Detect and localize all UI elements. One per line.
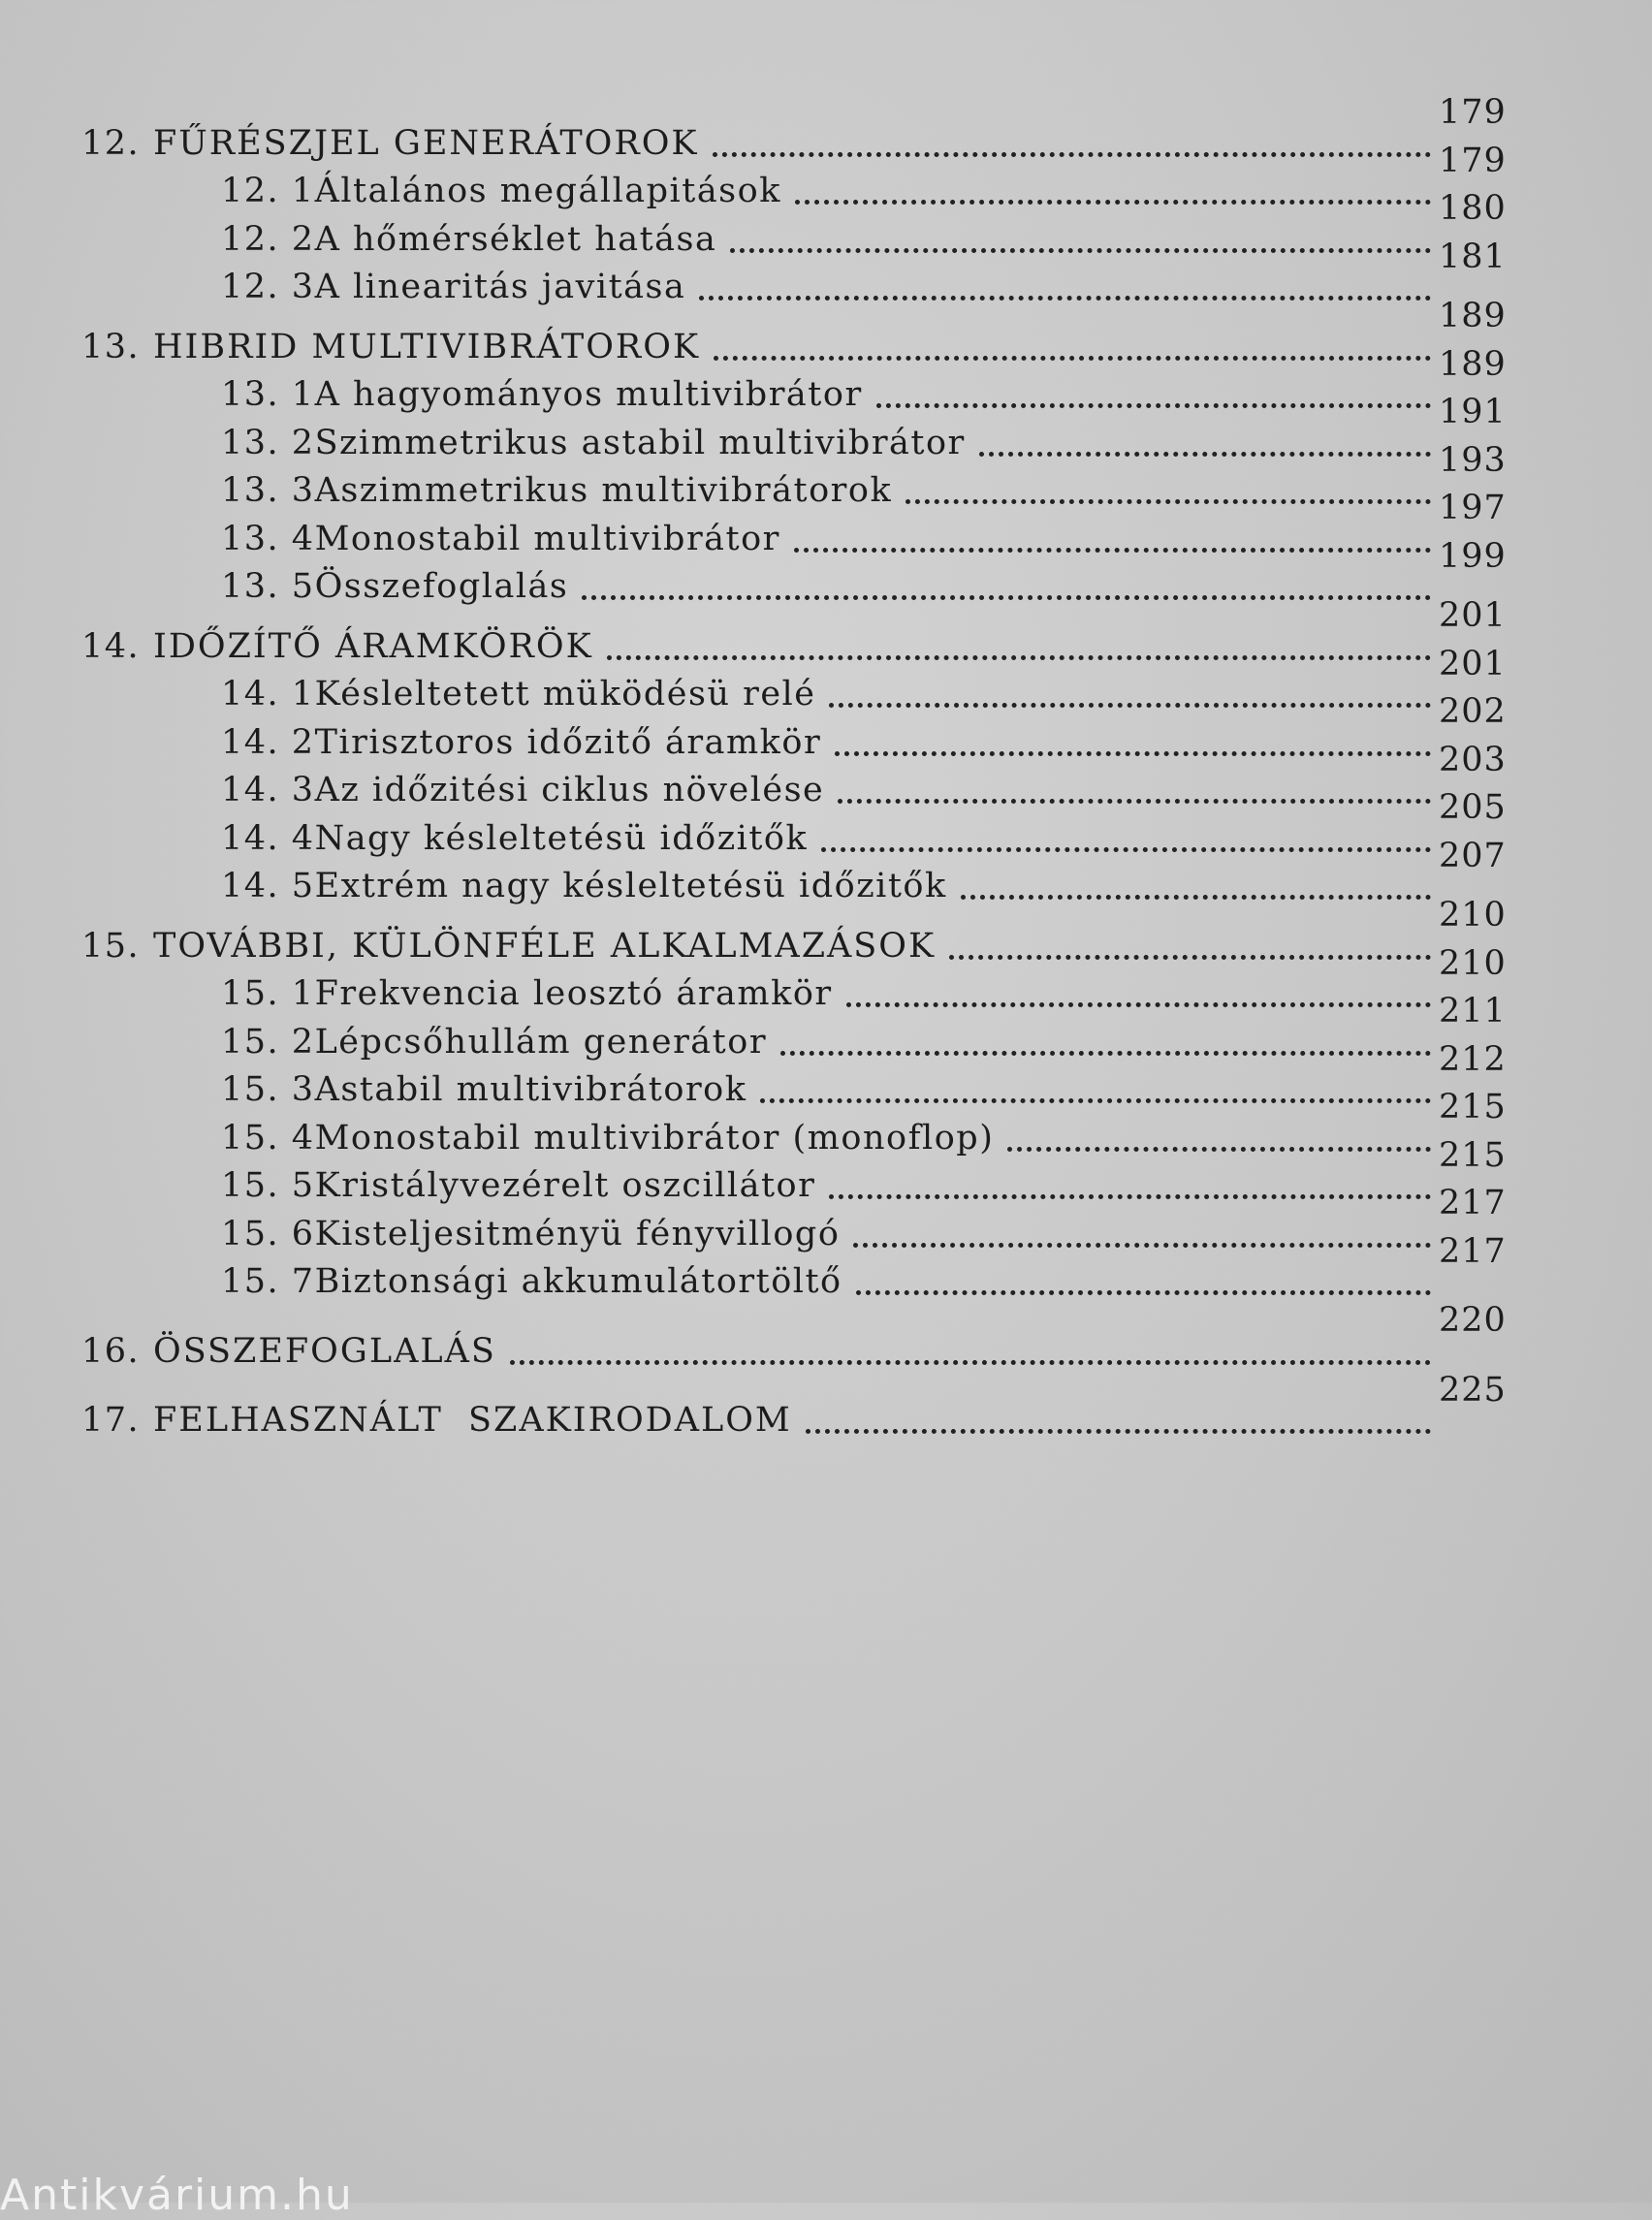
toc-entry-number: 14. 4	[221, 818, 315, 858]
toc-entry-number: 15. 7	[221, 1262, 315, 1301]
toc-entry-title: Monostabil multivibrátor	[314, 519, 780, 558]
toc-entry-number: 15. 1	[221, 974, 315, 1013]
toc-entry-title: Kristályvezérelt oszcillátor	[314, 1166, 816, 1205]
toc-dot-leader	[821, 828, 1431, 852]
toc-page-number: 202	[1439, 692, 1507, 731]
toc-entry-number: 16.	[81, 1331, 141, 1371]
toc-entry-title: FŰRÉSZJEL GENERÁTOROK	[153, 123, 699, 163]
toc-entry-title: Az időzitési ciklus növelése	[314, 771, 825, 809]
toc-entry-number: 13. 1	[221, 375, 315, 414]
toc-entry-number: 13. 3	[221, 471, 315, 510]
toc-dot-leader	[795, 180, 1431, 205]
toc-entry-heading	[81, 1332, 496, 1371]
toc-dot-leader	[582, 576, 1431, 600]
toc-page-number: 197	[1439, 489, 1507, 527]
toc-entry-heading	[81, 220, 716, 259]
toc-entry-heading	[81, 375, 863, 414]
toc-entry-heading	[81, 819, 808, 858]
toc-entry-heading	[81, 567, 568, 606]
toc-dot-leader	[780, 1031, 1431, 1056]
toc-entry-number: 15.	[81, 926, 141, 966]
toc-entry-title: ÖSSZEFOGLALÁS	[153, 1331, 496, 1371]
toc-dot-leader	[713, 133, 1431, 157]
toc-dot-leader	[961, 875, 1431, 900]
toc-entry-heading	[81, 1215, 840, 1253]
toc-dot-leader	[510, 1341, 1431, 1365]
toc-page-number: 181	[1439, 237, 1507, 276]
toc-page-number: 217	[1439, 1231, 1507, 1271]
toc-entry-heading	[81, 867, 947, 905]
toc-entry-heading	[81, 424, 966, 462]
toc-page-number: 191	[1439, 393, 1507, 431]
toc-chapter-row	[81, 1370, 1516, 1441]
toc-page-number: 220	[1439, 1301, 1507, 1340]
toc-entry-title: A hagyományos multivibrátor	[314, 375, 863, 414]
toc-entry-number: 12. 2	[221, 219, 315, 259]
toc-dot-leader	[853, 1223, 1431, 1248]
toc-entry-number: 14. 5	[221, 867, 315, 905]
toc-entry-number: 15. 2	[221, 1022, 315, 1062]
toc-dot-leader	[760, 1079, 1431, 1103]
toc-entry-number: 14. 1	[221, 675, 315, 714]
toc-entry-title: Szimmetrikus astabil multivibrátor	[314, 423, 966, 462]
watermark: Antikvárium.hu	[0, 2171, 354, 2220]
toc-page-number: 207	[1439, 836, 1507, 875]
toc-page-number: 193	[1439, 440, 1507, 480]
toc-page-number: 217	[1439, 1184, 1507, 1222]
toc-chapter-row	[81, 1301, 1516, 1371]
toc-entry-title: A hőmérséklet hatása	[314, 219, 717, 259]
toc-dot-leader	[876, 384, 1431, 408]
toc-chapter-row	[81, 93, 1516, 163]
toc-entry-heading	[81, 627, 593, 666]
toc-dot-leader	[835, 732, 1431, 756]
toc-entry-heading	[81, 172, 781, 210]
toc-dot-leader	[699, 276, 1431, 301]
toc-dot-leader	[856, 1271, 1431, 1295]
toc-chapter-row	[81, 896, 1516, 966]
toc-dot-leader	[607, 636, 1431, 660]
toc-dot-leader	[829, 1175, 1431, 1199]
toc-entry-title: Extrém nagy késleltetésü időzitők	[314, 867, 947, 905]
toc-entry-title: Tirisztoros időzitő áramkör	[314, 722, 822, 762]
toc-entry-title: Lépcsőhullám generátor	[314, 1022, 768, 1062]
toc-entry-number: 17.	[81, 1401, 141, 1440]
toc-entry-number: 13.	[81, 327, 141, 366]
toc-entry-title: A linearitás javitása	[314, 268, 686, 306]
toc-dot-leader	[905, 480, 1431, 504]
toc-dot-leader	[846, 983, 1431, 1007]
toc-entry-heading	[81, 1023, 767, 1062]
toc-page-number: 180	[1439, 189, 1507, 228]
toc-dot-leader	[829, 683, 1431, 708]
toc-entry-number: 12.	[81, 123, 141, 163]
toc-entry-number: 13. 4	[221, 519, 315, 558]
toc-chapter-row	[81, 297, 1516, 366]
toc-entry-number: 14.	[81, 626, 141, 666]
toc-entry-heading	[81, 1401, 792, 1440]
toc-entry-number: 12. 1	[221, 172, 315, 210]
toc-entry-heading	[81, 723, 821, 762]
toc-entry-heading	[81, 471, 892, 510]
toc-dot-leader	[949, 936, 1431, 960]
toc-entry-title: Monostabil multivibrátor (monoflop)	[314, 1118, 995, 1158]
toc-entry-title: Frekvencia leosztó áramkör	[314, 974, 833, 1013]
toc-entry-heading	[81, 328, 700, 366]
toc-page-number: 179	[1439, 141, 1507, 180]
toc-dot-leader	[730, 229, 1431, 253]
toc-chapter-row	[81, 596, 1516, 666]
toc-entry-title: HIBRID MULTIVIBRÁTOROK	[153, 327, 701, 366]
toc-dot-leader	[714, 336, 1431, 361]
toc-entry-title: Összefoglalás	[314, 567, 569, 606]
toc-page-number: 201	[1439, 596, 1507, 635]
toc-entry-number: 14. 3	[221, 771, 315, 809]
toc-entry-number: 13. 2	[221, 423, 315, 462]
toc-page-number: 210	[1439, 896, 1507, 935]
toc-entry-title: Általános megállapitások	[314, 172, 781, 210]
toc-page-number: 203	[1439, 740, 1507, 779]
toc-entry-title: FELHASZNÁLT SZAKIRODALOM	[153, 1401, 792, 1440]
toc-page-number: 215	[1439, 1135, 1507, 1175]
toc-page-number: 215	[1439, 1088, 1507, 1126]
toc-entry-title: Biztonsági akkumulátortöltő	[314, 1262, 842, 1301]
toc-dot-leader	[806, 1410, 1431, 1434]
toc-entry-heading	[81, 927, 936, 966]
toc-entry-number: 15. 6	[221, 1214, 315, 1253]
toc-page-number: 211	[1439, 992, 1507, 1031]
toc-entry-heading	[81, 1262, 842, 1301]
toc-dot-leader	[979, 432, 1431, 457]
toc-page-number: 179	[1439, 93, 1507, 132]
toc-entry-heading	[81, 124, 699, 163]
toc-entry-title: Késleltetett müködésü relé	[314, 675, 816, 714]
toc-page-number: 210	[1439, 943, 1507, 983]
toc-entry-title: Aszimmetrikus multivibrátorok	[314, 471, 893, 510]
table-of-contents	[81, 93, 1516, 1440]
toc-entry-title: Astabil multivibrátorok	[314, 1070, 747, 1109]
toc-page-number: 189	[1439, 344, 1507, 384]
toc-page-number: 189	[1439, 297, 1507, 335]
toc-entry-number: 13. 5	[221, 567, 315, 606]
toc-entry-number: 15. 4	[221, 1118, 315, 1158]
toc-dot-leader	[838, 779, 1431, 804]
toc-entry-heading	[81, 1166, 815, 1205]
toc-entry-number: 15. 5	[221, 1166, 315, 1205]
toc-dot-leader	[794, 528, 1431, 553]
toc-page-number: 225	[1439, 1370, 1507, 1410]
toc-entry-heading	[81, 974, 833, 1013]
toc-entry-title: Kisteljesitményü fényvillogó	[314, 1214, 841, 1253]
toc-entry-number: 12. 3	[221, 268, 315, 306]
toc-entry-number: 14. 2	[221, 722, 315, 762]
toc-entry-heading	[81, 1119, 994, 1158]
toc-page-number: 212	[1439, 1039, 1507, 1079]
toc-page-number: 201	[1439, 644, 1507, 683]
toc-entry-title: IDŐZÍTŐ ÁRAMKÖRÖK	[153, 626, 593, 666]
toc-entry-heading	[81, 1070, 747, 1109]
toc-page-number: 205	[1439, 788, 1507, 827]
toc-entry-heading	[81, 520, 780, 558]
toc-page-number: 199	[1439, 536, 1507, 576]
toc-entry-title: TOVÁBBI, KÜLÖNFÉLE ALKALMAZÁSOK	[153, 926, 937, 966]
toc-entry-heading	[81, 675, 815, 714]
toc-dot-leader	[1007, 1127, 1431, 1152]
toc-entry-heading	[81, 268, 685, 306]
toc-entry-number: 15. 3	[221, 1070, 315, 1109]
toc-entry-title: Nagy késleltetésü időzitők	[314, 818, 809, 858]
toc-entry-heading	[81, 771, 824, 809]
